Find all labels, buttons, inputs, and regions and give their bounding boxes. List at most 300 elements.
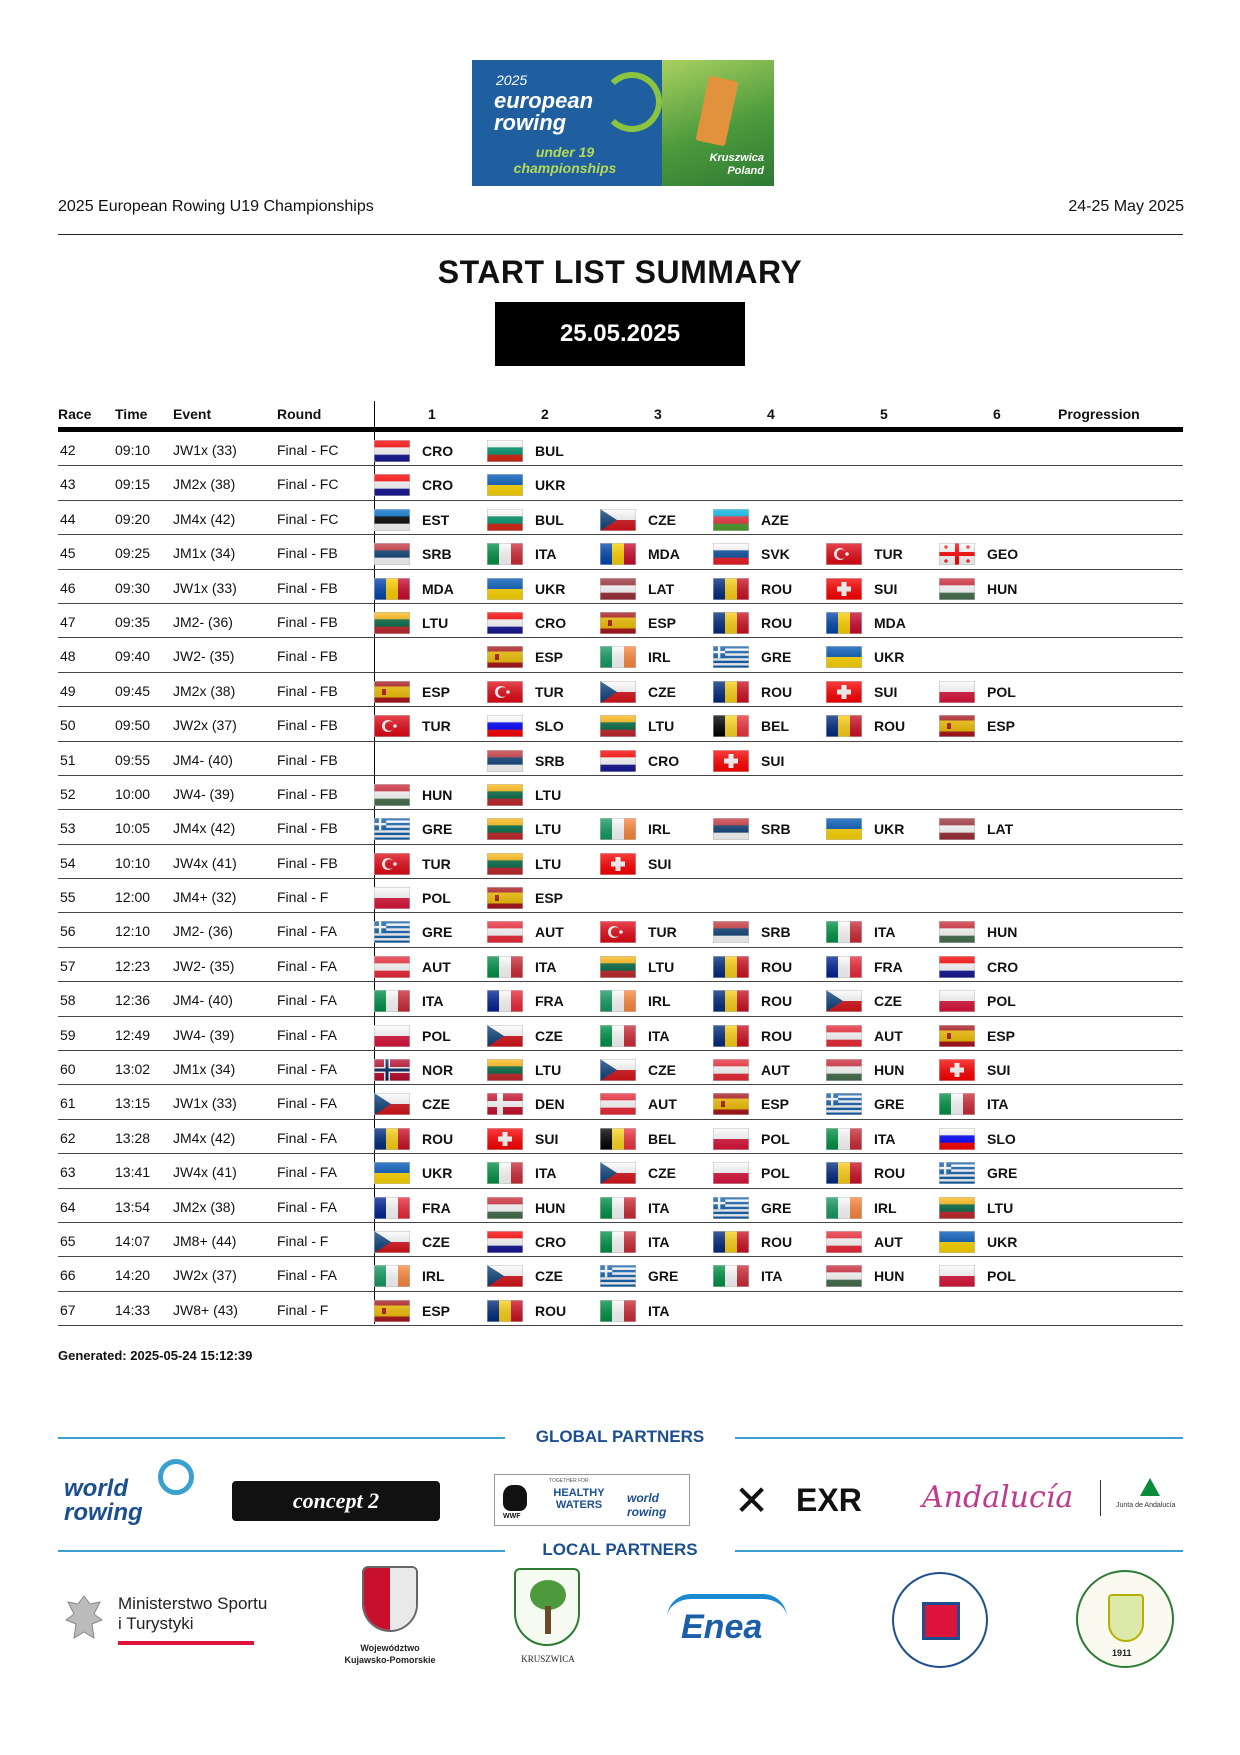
flag-cro-icon (939, 956, 975, 978)
country-code: ESP (761, 1096, 790, 1113)
col-progression: Progression (1058, 406, 1140, 422)
flag-ita-icon (600, 1197, 636, 1219)
flag-cze-icon (600, 1162, 636, 1184)
flag-ltu-icon (487, 1059, 523, 1081)
round-cell: Final - FA (277, 1129, 337, 1146)
flag-rou-icon (713, 956, 749, 978)
race-cell: 65 (60, 1232, 76, 1249)
country-code: SUI (535, 1130, 559, 1147)
country-code: ROU (761, 993, 793, 1010)
country-code: BEL (761, 718, 789, 735)
time-cell: 13:15 (115, 1095, 151, 1112)
country-code: SUI (648, 855, 672, 872)
flag-sui-icon (600, 853, 636, 875)
flag-geo-icon (939, 543, 975, 565)
flag-esp-icon (374, 1300, 410, 1322)
event-cell: JW4x (41) (173, 854, 237, 871)
kujawsko-pomorskie-logo (340, 1566, 440, 1672)
round-cell: Final - FA (277, 923, 337, 940)
flag-ita-icon (939, 1093, 975, 1115)
flag-svk-icon (713, 543, 749, 565)
round-cell: Final - FC (277, 476, 339, 493)
col-lane-6: 6 (993, 406, 1001, 422)
country-code: SUI (874, 683, 898, 700)
race-cell: 67 (60, 1301, 76, 1318)
flag-pol-icon (374, 1025, 410, 1047)
country-code: LAT (987, 821, 1014, 838)
country-code: ROU (535, 1302, 567, 1319)
country-code: POL (987, 993, 1016, 1010)
country-code: ITA (761, 1268, 783, 1285)
championship-logo (472, 60, 774, 186)
world-rowing-small-text: world rowing (627, 1491, 667, 1519)
flag-rou-icon (713, 681, 749, 703)
col-lane-2: 2 (541, 406, 549, 422)
together-for-label: TOGETHER FOR (549, 1478, 589, 1484)
time-cell: 13:41 (115, 1164, 151, 1181)
race-cell: 62 (60, 1129, 76, 1146)
voivodeship-shield-icon (362, 1566, 418, 1632)
flag-irl-icon (600, 990, 636, 1012)
time-cell: 12:00 (115, 889, 151, 906)
country-code: CZE (535, 1268, 563, 1285)
table-row (58, 845, 1183, 879)
ministry-red-bar (118, 1641, 254, 1645)
col-event: Event (173, 406, 212, 422)
voivodeship-text: Województwo Kujawsko-Pomorskie (344, 1643, 436, 1665)
flag-ita-icon (600, 1231, 636, 1253)
flag-ukr-icon (487, 474, 523, 496)
flag-esp-icon (600, 612, 636, 634)
flag-ita-icon (487, 1162, 523, 1184)
table-row (58, 1085, 1183, 1119)
race-cell: 51 (60, 751, 76, 768)
event-cell: JM4- (40) (173, 992, 233, 1009)
country-code: GRE (648, 1268, 679, 1285)
flag-ita-icon (374, 990, 410, 1012)
flag-ukr-icon (826, 818, 862, 840)
country-code: FRA (874, 958, 903, 975)
event-cell: JM1x (34) (173, 1061, 236, 1078)
flag-rou-icon (713, 578, 749, 600)
country-code: CRO (535, 1233, 567, 1250)
flag-ltu-icon (374, 612, 410, 634)
time-cell: 09:15 (115, 476, 151, 493)
time-cell: 09:55 (115, 751, 151, 768)
flag-gre-icon (713, 646, 749, 668)
event-cell: JW1x (33) (173, 579, 237, 596)
flag-tur-icon (600, 921, 636, 943)
time-cell: 14:33 (115, 1301, 151, 1318)
global-partners-rule-left (58, 1437, 505, 1439)
wwf-label: WWF (503, 1513, 521, 1520)
country-code: FRA (535, 993, 564, 1010)
country-code: LTU (535, 1062, 562, 1079)
round-cell: Final - FB (277, 545, 338, 562)
table-row (58, 638, 1183, 672)
country-code: ROU (874, 1165, 906, 1182)
country-code: IRL (648, 649, 671, 666)
country-code: CRO (535, 614, 567, 631)
race-cell: 42 (60, 442, 76, 458)
table-row (58, 432, 1183, 466)
event-cell: JM2x (38) (173, 682, 236, 699)
flag-est-icon (374, 509, 410, 531)
time-cell: 10:05 (115, 820, 151, 837)
event-cell: JM4- (40) (173, 751, 233, 768)
flag-hun-icon (826, 1265, 862, 1287)
race-cell: 56 (60, 923, 76, 940)
time-cell: 13:54 (115, 1198, 151, 1215)
country-code: SLO (987, 1130, 1016, 1147)
flag-nor-icon (374, 1059, 410, 1081)
round-cell: Final - FB (277, 648, 338, 665)
time-cell: 09:30 (115, 579, 151, 596)
flag-cze-icon (487, 1265, 523, 1287)
flag-rou-icon (713, 1231, 749, 1253)
country-code: ESP (648, 614, 677, 631)
country-code: GRE (761, 1199, 792, 1216)
country-code: AUT (874, 1233, 903, 1250)
round-cell: Final - FA (277, 992, 337, 1009)
race-cell: 55 (60, 889, 76, 906)
country-code: ITA (648, 1027, 670, 1044)
table-row (58, 1154, 1183, 1188)
exr-logo (734, 1478, 874, 1524)
flag-fra-icon (374, 1197, 410, 1219)
event-cell: JM4x (42) (173, 1129, 236, 1146)
flag-sui-icon (826, 578, 862, 600)
table-row (58, 1120, 1183, 1154)
country-code: HUN (874, 1268, 905, 1285)
time-cell: 13:02 (115, 1061, 151, 1078)
flag-esp-icon (374, 681, 410, 703)
round-cell: Final - F (277, 1232, 329, 1249)
country-code: LTU (987, 1199, 1014, 1216)
time-cell: 09:25 (115, 545, 151, 562)
round-cell: Final - FB (277, 682, 338, 699)
country-code: LAT (648, 580, 675, 597)
flag-ltu-icon (600, 715, 636, 737)
time-cell: 13:28 (115, 1129, 151, 1146)
time-cell: 14:07 (115, 1232, 151, 1249)
flag-cze-icon (600, 1059, 636, 1081)
exr-x-icon: ✕ (734, 1477, 770, 1524)
event-cell: JW1x (33) (173, 442, 237, 458)
event-cell: JM2- (36) (173, 613, 233, 630)
table-row (58, 776, 1183, 810)
country-code: HUN (422, 786, 453, 803)
flag-irl-icon (826, 1197, 862, 1219)
flag-cro-icon (487, 1231, 523, 1253)
country-code: CZE (874, 993, 902, 1010)
race-cell: 59 (60, 1026, 76, 1043)
round-cell: Final - FA (277, 1095, 337, 1112)
country-code: CZE (535, 1027, 563, 1044)
col-lane-5: 5 (880, 406, 888, 422)
event-cell: JW2x (37) (173, 717, 237, 734)
country-code: LTU (648, 718, 675, 735)
event-cell: JM4+ (32) (173, 889, 237, 906)
table-row (58, 1223, 1183, 1257)
flag-hun-icon (487, 1197, 523, 1219)
country-code: ROU (761, 614, 793, 631)
col-lane-4: 4 (767, 406, 775, 422)
country-code: ROU (761, 1027, 793, 1044)
country-code: UKR (987, 1233, 1018, 1250)
flag-ita-icon (600, 1300, 636, 1322)
flag-ukr-icon (487, 578, 523, 600)
flag-aut-icon (826, 1025, 862, 1047)
table-row (58, 1051, 1183, 1085)
flag-pol-icon (939, 1265, 975, 1287)
country-code: ITA (874, 1130, 896, 1147)
country-code: HUN (535, 1199, 566, 1216)
time-cell: 10:10 (115, 854, 151, 871)
world-rowing-text: world rowing (64, 1475, 143, 1526)
flag-ita-icon (713, 1265, 749, 1287)
healthy-waters-text: HEALTHY WATERS (553, 1487, 605, 1511)
flag-cze-icon (600, 509, 636, 531)
flag-hun-icon (939, 578, 975, 600)
flag-gre-icon (600, 1265, 636, 1287)
flag-cro-icon (600, 750, 636, 772)
event-cell: JW4x (41) (173, 1164, 237, 1181)
country-code: CRO (422, 477, 454, 494)
flag-lat-icon (939, 818, 975, 840)
flag-tur-icon (374, 715, 410, 737)
global-partners-rule-right (735, 1437, 1183, 1439)
flag-sui-icon (487, 1128, 523, 1150)
country-code: LTU (422, 614, 449, 631)
flag-esp-icon (939, 1025, 975, 1047)
country-code: BUL (535, 443, 564, 459)
country-code: GRE (761, 649, 792, 666)
country-code: CRO (422, 443, 454, 459)
goplo-year: 1911 (1112, 1648, 1132, 1658)
country-code: GRE (987, 1165, 1018, 1182)
event-dates: 24-25 May 2025 (1068, 198, 1184, 215)
enea-text: Enea (681, 1608, 763, 1646)
flag-pol-icon (374, 887, 410, 909)
flag-irl-icon (600, 646, 636, 668)
table-row (58, 604, 1183, 638)
flag-ltu-icon (487, 818, 523, 840)
flag-aut-icon (713, 1059, 749, 1081)
country-code: CZE (648, 1165, 676, 1182)
country-code: AUT (874, 1027, 903, 1044)
round-cell: Final - FA (277, 1164, 337, 1181)
flag-bel-icon (600, 1128, 636, 1150)
event-cell: JW1x (33) (173, 1095, 237, 1112)
date-badge: 25.05.2025 (495, 302, 745, 366)
country-code: SRB (761, 821, 791, 838)
junta-icon (1140, 1478, 1160, 1496)
local-partners-rule-left (58, 1550, 505, 1552)
country-code: ROU (761, 958, 793, 975)
country-code: ITA (648, 1199, 670, 1216)
country-code: BUL (535, 511, 564, 528)
flag-esp-icon (487, 646, 523, 668)
flag-tur-icon (487, 681, 523, 703)
country-code: ESP (535, 890, 564, 907)
flag-bul-icon (487, 509, 523, 531)
country-code: HUN (874, 1062, 905, 1079)
event-cell: JM2- (36) (173, 923, 233, 940)
country-code: SUI (987, 1062, 1011, 1079)
country-code: ROU (761, 1233, 793, 1250)
race-cell: 50 (60, 717, 76, 734)
country-code: ROU (761, 683, 793, 700)
flag-srb-icon (713, 921, 749, 943)
concept2-logo (232, 1481, 440, 1521)
flag-ita-icon (487, 956, 523, 978)
flag-tur-icon (826, 543, 862, 565)
country-code: UKR (422, 1165, 453, 1182)
global-partners-title: GLOBAL PARTNERS (535, 1427, 705, 1446)
time-cell: 09:45 (115, 682, 151, 699)
country-code: ESP (535, 649, 564, 666)
country-code: AUT (535, 924, 564, 941)
flag-ltu-icon (487, 784, 523, 806)
ministry-text: Ministerstwo Sportu i Turystyki (118, 1594, 268, 1633)
race-cell: 45 (60, 545, 76, 562)
race-cell: 54 (60, 854, 76, 871)
flag-cro-icon (374, 474, 410, 496)
logo-subtitle: under 19 championships (513, 144, 617, 176)
event-cell: JM8+ (44) (173, 1232, 237, 1249)
race-cell: 48 (60, 648, 76, 665)
race-cell: 53 (60, 820, 76, 837)
table-row (58, 810, 1183, 844)
event-cell: JM4x (42) (173, 820, 236, 837)
table-row (58, 913, 1183, 947)
event-cell: JW4- (39) (173, 1026, 235, 1043)
flag-lat-icon (600, 578, 636, 600)
flag-ita-icon (600, 1025, 636, 1047)
round-cell: Final - FB (277, 613, 338, 630)
race-cell: 47 (60, 613, 76, 630)
country-code: SRB (422, 546, 452, 563)
country-code: ITA (535, 546, 557, 563)
time-cell: 09:40 (115, 648, 151, 665)
logo-place: Kruszwica Poland (709, 152, 764, 177)
flag-aut-icon (374, 956, 410, 978)
country-code: ROU (422, 1130, 454, 1147)
country-code: IRL (422, 1268, 445, 1285)
country-code: IRL (874, 1199, 897, 1216)
race-cell: 58 (60, 992, 76, 1009)
flag-slo-icon (939, 1128, 975, 1150)
country-code: ROU (761, 580, 793, 597)
time-cell: 10:00 (115, 785, 151, 802)
country-code: UKR (535, 477, 566, 494)
table-body (58, 432, 1183, 1326)
event-cell: JM1x (34) (173, 545, 236, 562)
flag-aze-icon (713, 509, 749, 531)
flag-mda-icon (826, 612, 862, 634)
round-cell: Final - FB (277, 717, 338, 734)
country-code: GRE (422, 924, 453, 941)
flag-pol-icon (713, 1162, 749, 1184)
round-cell: Final - FC (277, 510, 339, 527)
country-code: LTU (535, 786, 562, 803)
enea-logo (665, 1594, 795, 1650)
flag-ita-icon (826, 921, 862, 943)
flag-ukr-icon (374, 1162, 410, 1184)
event-cell: JW2x (37) (173, 1267, 237, 1284)
country-code: ITA (648, 1302, 670, 1319)
country-code: ESP (422, 1302, 451, 1319)
flag-pol-icon (939, 681, 975, 703)
country-code: ITA (535, 1165, 557, 1182)
event-name: 2025 European Rowing U19 Championships (58, 198, 374, 215)
flag-gre-icon (374, 818, 410, 840)
round-cell: Final - FB (277, 751, 338, 768)
table-row (58, 982, 1183, 1016)
race-cell: 57 (60, 957, 76, 974)
country-code: POL (761, 1165, 790, 1182)
table-row (58, 1292, 1183, 1326)
pztw-emblem-icon (892, 1572, 988, 1668)
round-cell: Final - FA (277, 1267, 337, 1284)
flag-cze-icon (487, 1025, 523, 1047)
table-row (58, 742, 1183, 776)
kruszwica-logo (508, 1568, 588, 1672)
round-cell: Final - FB (277, 579, 338, 596)
country-code: AUT (422, 958, 451, 975)
flag-ltu-icon (600, 956, 636, 978)
country-code: ESP (987, 718, 1016, 735)
table-row (58, 466, 1183, 500)
country-code: AZE (761, 511, 789, 528)
logo-year: 2025 (496, 72, 528, 88)
country-code: IRL (648, 821, 671, 838)
country-code: AUT (648, 1096, 677, 1113)
country-code: POL (422, 1027, 451, 1044)
table-row (58, 707, 1183, 741)
round-cell: Final - FA (277, 957, 337, 974)
round-cell: Final - FA (277, 1061, 337, 1078)
country-code: CZE (422, 1096, 450, 1113)
country-code: UKR (535, 580, 566, 597)
event-cell: JM4x (42) (173, 510, 236, 527)
flag-cze-icon (374, 1093, 410, 1115)
eagle-icon (64, 1594, 104, 1644)
country-code: SLO (535, 718, 564, 735)
flag-hun-icon (826, 1059, 862, 1081)
country-code: LTU (535, 855, 562, 872)
pztw-logo (892, 1572, 992, 1672)
country-code: EST (422, 511, 450, 528)
time-cell: 09:10 (115, 442, 151, 458)
time-cell: 12:49 (115, 1026, 151, 1043)
col-time: Time (115, 406, 148, 422)
time-cell: 09:20 (115, 510, 151, 527)
table-row (58, 1257, 1183, 1291)
round-cell: Final - F (277, 1301, 329, 1318)
flag-fra-icon (826, 956, 862, 978)
kruszwica-text: KRUSZWICA (521, 1654, 575, 1664)
round-cell: Final - FB (277, 820, 338, 837)
flag-gre-icon (374, 921, 410, 943)
table-row (58, 948, 1183, 982)
flag-cro-icon (487, 612, 523, 634)
flag-gre-icon (939, 1162, 975, 1184)
country-code: HUN (987, 580, 1018, 597)
country-code: ITA (874, 924, 896, 941)
flag-srb-icon (374, 543, 410, 565)
